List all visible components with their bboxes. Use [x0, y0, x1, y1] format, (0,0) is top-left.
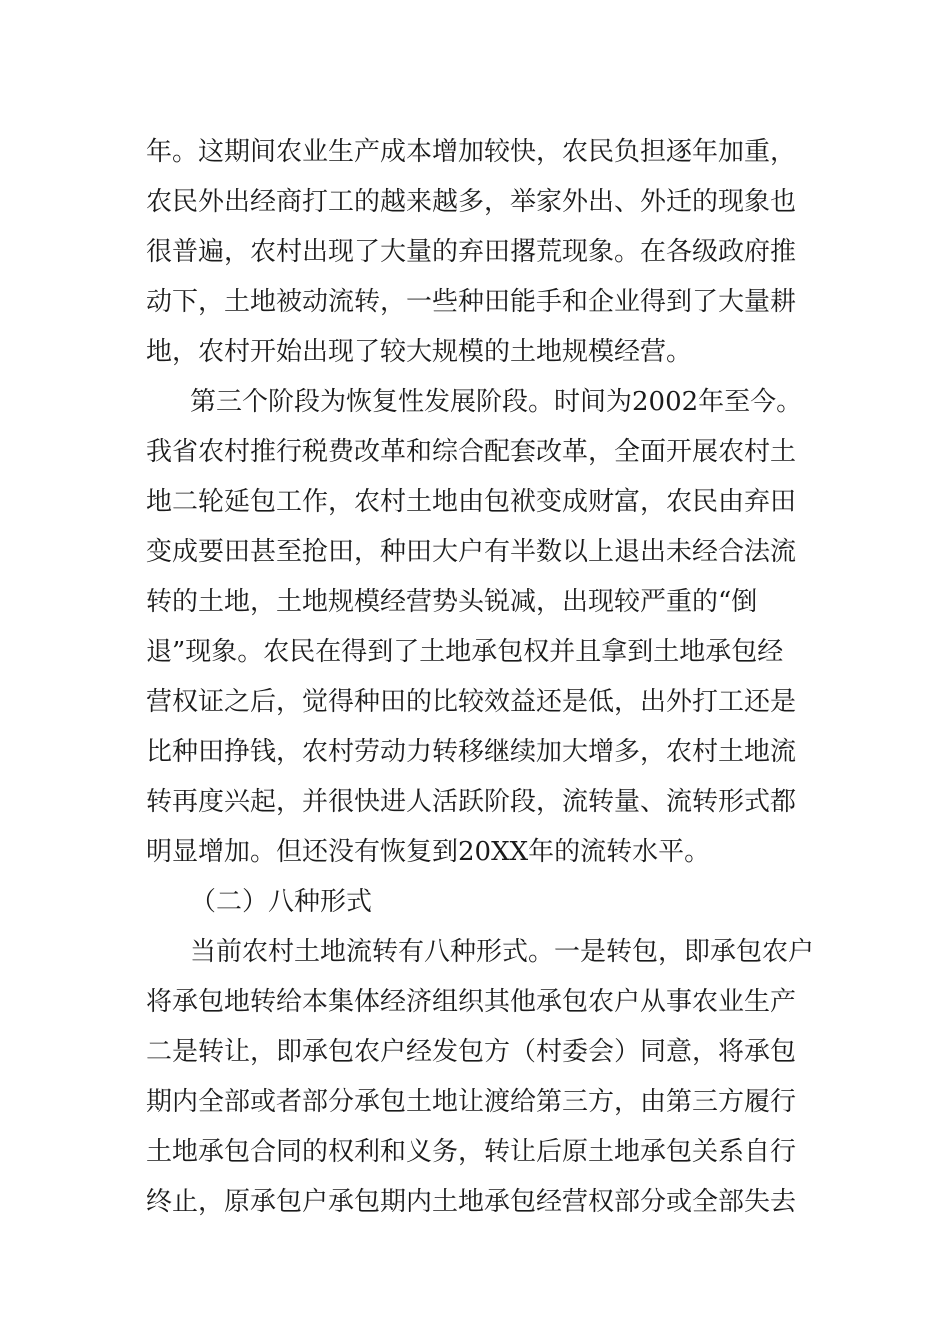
paragraph-1-line-4: 动下，土地被动流转，一些种田能手和企业得到了大量耕 — [146, 287, 797, 317]
paragraph-2-line-4: 变成要田甚至抢田，种田大户有半数以上退出未经合法流 — [146, 537, 797, 567]
paragraph-2-line-10: 明显增加。但还没有恢复到20XX年的流转水平。 — [146, 837, 711, 867]
paragraph-3-line-3: 二是转让，即承包农户经发包方（村委会）同意，将承包 — [146, 1037, 797, 1067]
paragraph-2-line-9: 转再度兴起，并很快进人活跃阶段，流转量、流转形式都 — [146, 787, 797, 817]
paragraph-2-line-6: 退”现象。农民在得到了土地承包权并且拿到土地承包经 — [146, 637, 784, 667]
section-heading: （二）八种形式 — [190, 887, 373, 917]
paragraph-3-line-1: 当前农村土地流转有八种形式。一是转包，即承包农户 — [190, 937, 815, 967]
paragraph-1-line-2: 农民外出经商打工的越来越多，举家外出、外迁的现象也 — [146, 187, 797, 217]
paragraph-3-line-4: 期内全部或者部分承包土地让渡给第三方，由第三方履行 — [146, 1087, 797, 1117]
paragraph-3-line-6: 终止，原承包户承包期内土地承包经营权部分或全部失去 — [146, 1187, 797, 1217]
paragraph-2-line-8: 比种田挣钱，农村劳动力转移继续加大增多，农村土地流 — [146, 737, 797, 767]
paragraph-2-line-1: 第三个阶段为恢复性发展阶段。时间为2002年至今。 — [190, 387, 803, 417]
paragraph-3-line-2: 将承包地转给本集体经济组织其他承包农户从事农业生产 — [146, 987, 797, 1017]
paragraph-1-line-5: 地，农村开始出现了较大规模的土地规模经营。 — [146, 337, 693, 367]
paragraph-3-line-5: 土地承包合同的权利和义务，转让后原土地承包关系自行 — [146, 1137, 797, 1167]
paragraph-1-line-3: 很普遍，农村出现了大量的弃田撂荒现象。在各级政府推 — [146, 237, 797, 267]
paragraph-1-line-1: 年。这期间农业生产成本增加较快，农民负担逐年加重， — [146, 137, 797, 167]
paragraph-2-line-2: 我省农村推行税费改革和综合配套改革，全面开展农村土 — [146, 437, 797, 467]
paragraph-2-line-5: 转的土地，土地规模经营势头锐减，出现较严重的“倒 — [146, 587, 758, 617]
paragraph-2-line-7: 营权证之后，觉得种田的比较效益还是低，出外打工还是 — [146, 687, 797, 717]
paragraph-2-line-3: 地二轮延包工作，农村土地由包袱变成财富，农民由弃田 — [146, 487, 797, 517]
